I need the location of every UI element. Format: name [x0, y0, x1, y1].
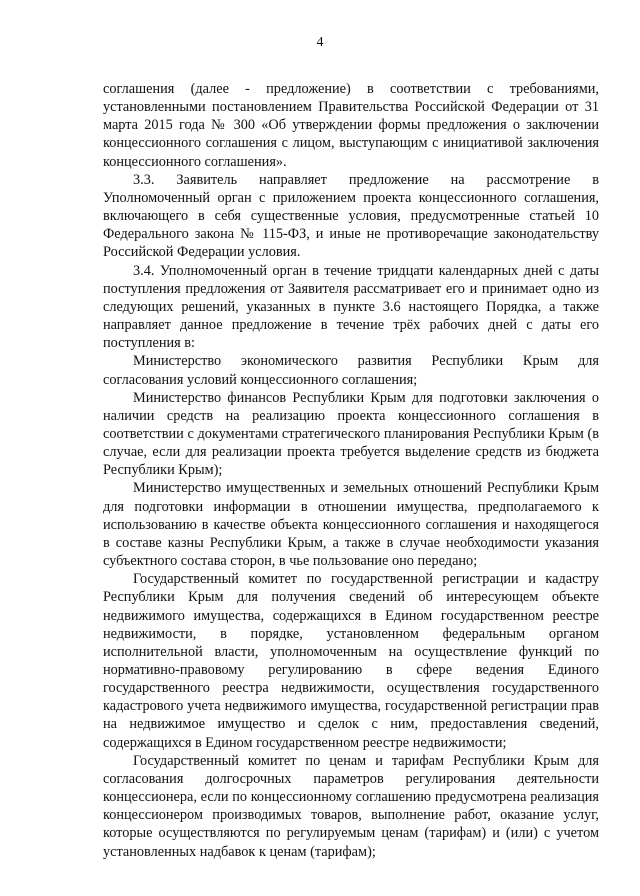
paragraph-ministry-property: Министерство имущественных и земельных отношений Республики Крым для подготовки информации в отношении имущества, предполагаемого к использованию в качестве объекта концессионного соглашения и находящегося в составе казны Республики Крым, а также в случае необходимости указания субъектного состава сторон, в чье пользование оно передано;	[103, 480, 599, 570]
paragraph-3-3: 3.3. Заявитель направляет предложение на рассмотрение в Уполномоченный орган с приложением проекта концессионного соглашения, включающего в себя существенные условия, предусмотренные статьей 10 Федерального закона № 115-ФЗ, и иные не противоречащие законодательству Российской Федерации условия.	[103, 171, 599, 261]
paragraph-ministry-economy: Министерство экономического развития Республики Крым для согласования условий концессионного соглашения;	[103, 353, 599, 388]
paragraph-registration-committee: Государственный комитет по государственной регистрации и кадастру Республики Крым для получения сведений об интересующем объекте недвижимого имущества, содержащихся в Едином государственном реестре недвижимости, в порядке, установленном федеральным органом исполнительной власти, уполномоченным на осуществление функций по нормативно-правовому регулированию в сфере ведения Единого государственного реестра недвижимости, осуществления государственного кадастрового учета недвижимого имущества, государственной регистрации прав на недвижимое имущество и сделок с ним, предоставления сведений, содержащихся в Едином государственном реестре недвижимости;	[103, 571, 599, 751]
paragraph-tariff-committee: Государственный комитет по ценам и тарифам Республики Крым для согласования долгосрочных параметров регулирования деятельности концессионера, если по концессионному соглашению предусмотрена реализация концессионером производимых товаров, выполнение работ, оказание услуг, которые осуществляются по регулируемым ценам (тарифам) и (или) с учетом установленных надбавок к ценам (тарифам);	[103, 752, 599, 860]
paragraph-continuation: соглашения (далее - предложение) в соответствии с требованиями, установленными постановлением Правительства Российской Федерации от 31 марта 2015 года № 300 «Об утверждении формы предложения о заключении концессионного соглашения с лицом, выступающим с инициативой заключения концессионного соглашения».	[103, 81, 599, 170]
paragraph-ministry-finance: Министерство финансов Республики Крым для подготовки заключения о наличии средств на реализацию проекта концессионного соглашения в соответствии с документами стратегического планирования Республики Крым (в случае, если для реализации проекта требуется выделение средств из бюджета Республики Крым);	[103, 389, 599, 479]
paragraph-3-4: 3.4. Уполномоченный орган в течение тридцати календарных дней с даты поступления предложения от Заявителя рассматривает его и принимает одно из следующих решений, указанных в пункте 3.6 настоящего Порядка, а также направляет данное предложение в течение трёх рабочих дней с даты его поступления в:	[103, 262, 599, 352]
page-number: 4	[316, 35, 324, 50]
document-body	[103, 80, 599, 861]
